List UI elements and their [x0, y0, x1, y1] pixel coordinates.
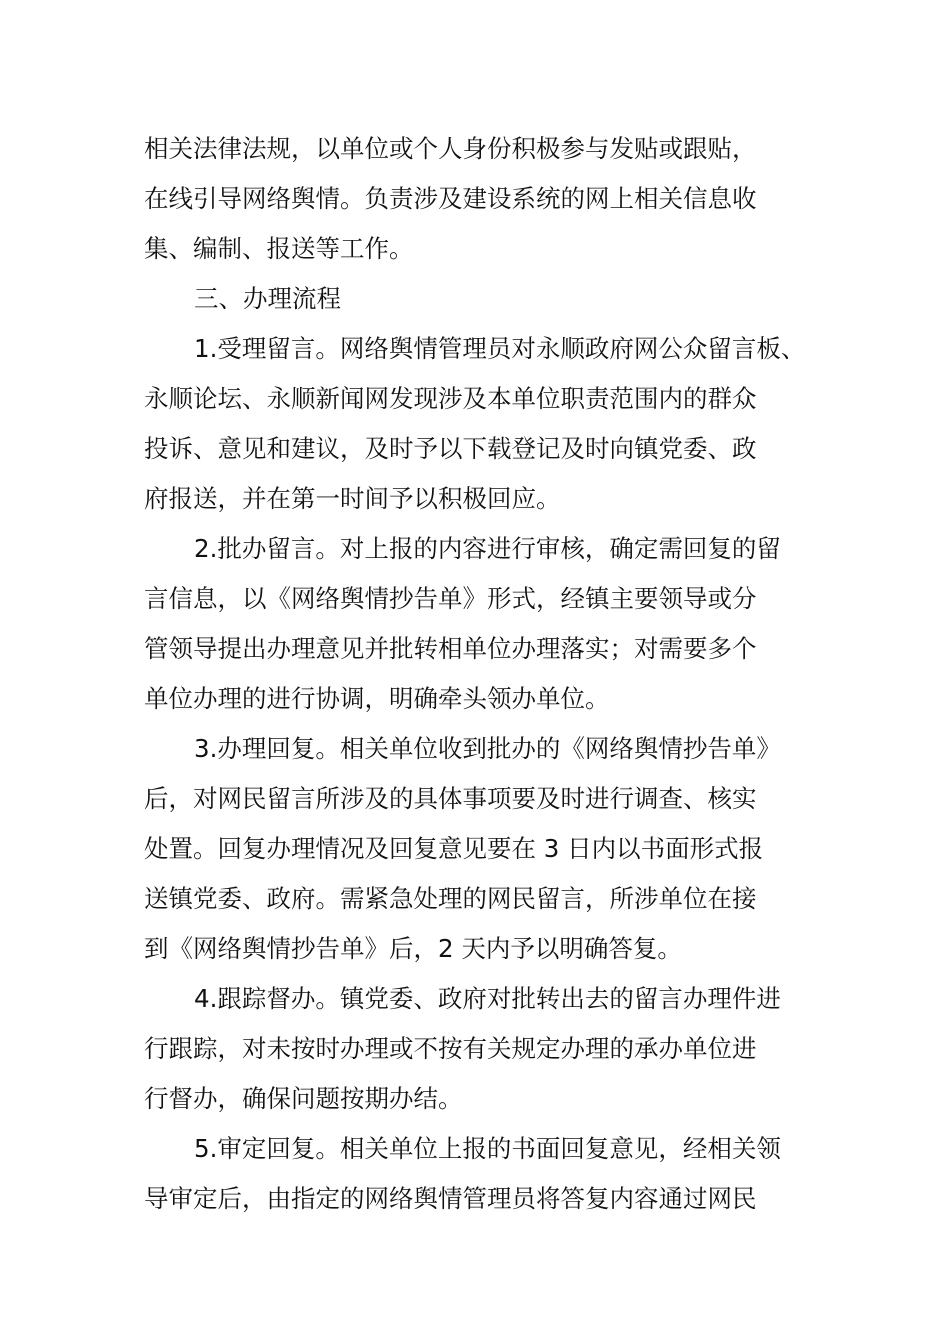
section-heading — [144, 274, 824, 324]
paragraph-intro-continuation — [144, 124, 824, 274]
text-line: 永顺论坛、永顺新闻网发现涉及本单位职责范围内的群众 — [144, 384, 757, 413]
text-line: 在线引导网络舆情。负责涉及建设系统的网上相关信息收 — [144, 184, 757, 213]
text-line: 处置。回复办理情况及回复意见要在 3 日内以书面形式报 — [144, 834, 764, 863]
document-body — [144, 124, 824, 1224]
text-line: 2.批办留言。对上报的内容进行审核，确定需回复的留 — [194, 534, 781, 563]
heading-line: 三、办理流程 — [194, 284, 341, 313]
text-line: 言信息，以《网络舆情抄告单》形式，经镇主要领导或分 — [144, 584, 757, 613]
text-line: 导审定后，由指定的网络舆情管理员将答复内容通过网民 — [144, 1184, 757, 1213]
paragraph-item-5 — [144, 1124, 824, 1224]
paragraph-item-2 — [144, 524, 824, 724]
paragraph-item-3 — [144, 724, 824, 974]
text-line: 3.办理回复。相关单位收到批办的《网络舆情抄告单》 — [194, 734, 781, 763]
text-line: 行督办，确保问题按期办结。 — [144, 1084, 463, 1113]
text-line: 府报送，并在第一时间予以积极回应。 — [144, 484, 561, 513]
text-line: 投诉、意见和建议，及时予以下载登记及时向镇党委、政 — [144, 434, 757, 463]
paragraph-item-4 — [144, 974, 824, 1124]
text-line: 管领导提出办理意见并批转相单位办理落实；对需要多个 — [144, 634, 757, 663]
text-line: 集、编制、报送等工作。 — [144, 234, 414, 263]
text-line: 相关法律法规，以单位或个人身份积极参与发贴或跟贴， — [144, 134, 757, 163]
text-line: 1.受理留言。网络舆情管理员对永顺政府网公众留言板、 — [194, 334, 806, 363]
text-line: 单位办理的进行协调，明确牵头领办单位。 — [144, 684, 610, 713]
text-line: 到《网络舆情抄告单》后，2 天内予以明确答复。 — [144, 934, 682, 963]
text-line: 行跟踪，对未按时办理或不按有关规定办理的承办单位进 — [144, 1034, 757, 1063]
text-line: 4.跟踪督办。镇党委、政府对批转出去的留言办理件进 — [194, 984, 781, 1013]
text-line: 5.审定回复。相关单位上报的书面回复意见，经相关领 — [194, 1134, 781, 1163]
paragraph-item-1 — [144, 324, 824, 524]
text-line: 后，对网民留言所涉及的具体事项要及时进行调查、核实 — [144, 784, 757, 813]
text-line: 送镇党委、政府。需紧急处理的网民留言，所涉单位在接 — [144, 884, 757, 913]
